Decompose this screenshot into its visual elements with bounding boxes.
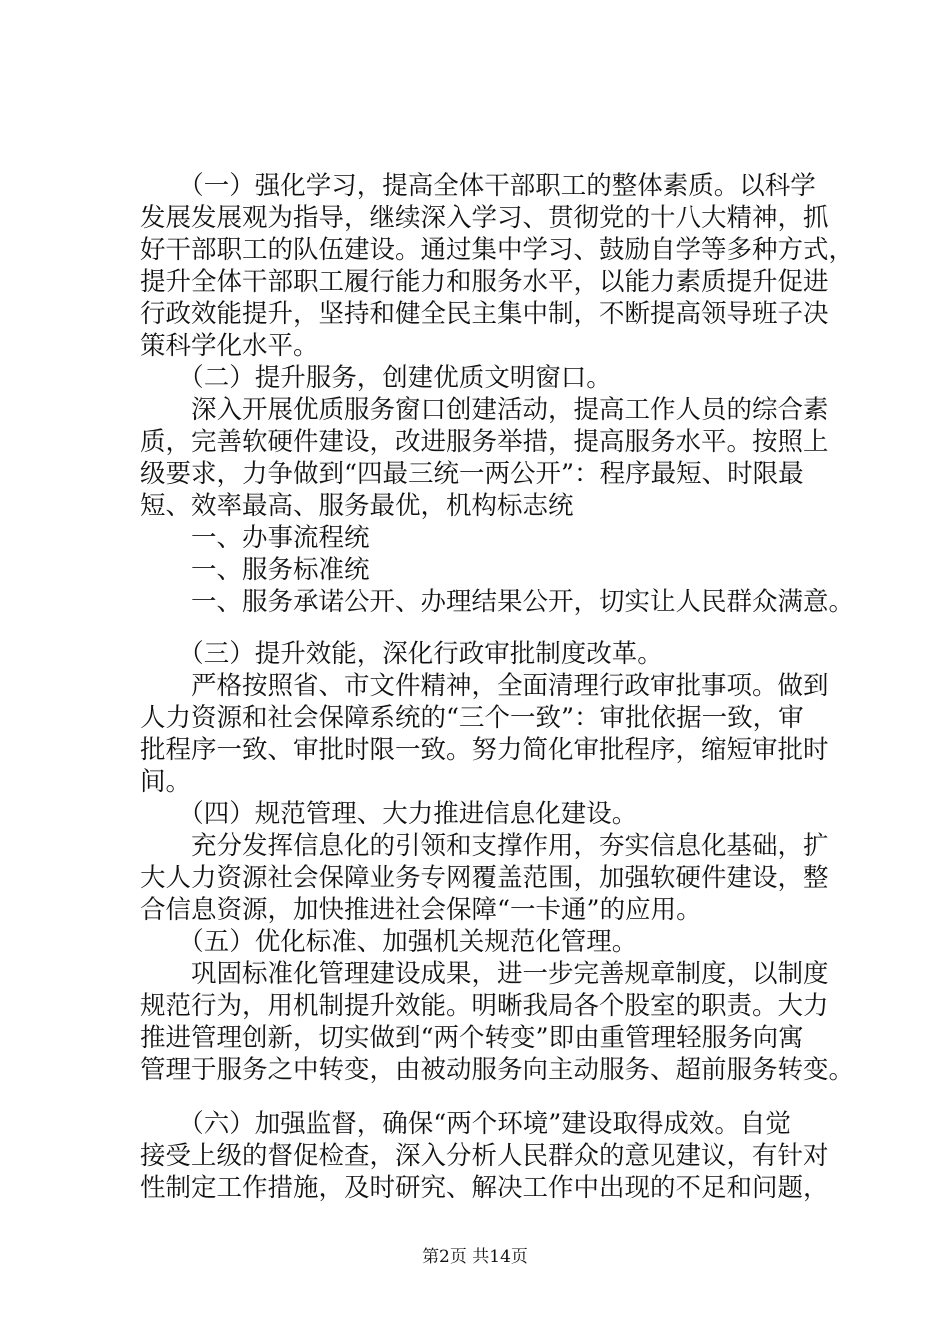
text-line: 批程序一致、审批时限一致。努力简化审批程序，缩短审批时 xyxy=(140,735,829,765)
text-line: （一）强化学习，提高全体干部职工的整体素质。以科学 xyxy=(140,171,816,201)
section-heading: （三）提升效能，深化行政审批制度改革。 xyxy=(140,639,663,669)
text-line: 规范行为，用机制提升效能。明晰我局各个股室的职责。大力 xyxy=(140,991,829,1021)
list-item: 一、服务标准统 xyxy=(140,555,370,585)
text-line: 巩固标准化管理建设成果，进一步完善规章制度，以制度 xyxy=(140,959,829,989)
section-heading: （二）提升服务，创建优质文明窗口。 xyxy=(140,363,612,393)
text-line: 级要求，力争做到“四最三统一两公开”：程序最短、时限最 xyxy=(140,459,804,489)
page-number-footer: 第2页 共14页 xyxy=(422,1247,528,1267)
list-item: 一、办事流程统 xyxy=(140,523,370,553)
text-line: 严格按照省、市文件精神，全面清理行政审批事项。做到 xyxy=(140,671,829,701)
text-line: 深入开展优质服务窗口创建活动，提高工作人员的综合素 xyxy=(140,395,829,425)
text-line: 充分发挥信息化的引领和支撑作用，夯实信息化基础，扩 xyxy=(140,831,829,861)
text-line: 质，完善软硬件建设，改进服务举措，提高服务水平。按照上 xyxy=(140,427,829,457)
text-line: 推进管理创新，切实做到“两个转变”即由重管理轻服务向寓 xyxy=(140,1023,804,1053)
text-line: 策科学化水平。 xyxy=(140,331,319,361)
text-line: 提升全体干部职工履行能力和服务水平，以能力素质提升促进 xyxy=(140,267,829,297)
text-line: 性制定工作措施，及时研究、解决工作中出现的不足和问题， xyxy=(140,1173,829,1203)
text-line: 接受上级的督促检查，深入分析人民群众的意见建议，有针对 xyxy=(140,1141,829,1171)
text-line: 短、效率最高、服务最优，机构标志统 xyxy=(140,491,574,521)
text-line: 间。 xyxy=(140,767,192,797)
section-heading: （五）优化标准、加强机关规范化管理。 xyxy=(140,927,638,957)
section-heading: （四）规范管理、大力推进信息化建设。 xyxy=(140,799,638,829)
text-line: 人力资源和社会保障系统的“三个一致”：审批依据一致，审 xyxy=(140,703,804,733)
section-heading: （六）加强监督，确保“两个环境”建设取得成效。自觉 xyxy=(140,1109,791,1139)
text-line: 管理于服务之中转变，由被动服务向主动服务、超前服务转变。 xyxy=(140,1055,855,1085)
text-line: 好干部职工的队伍建设。通过集中学习、鼓励自学等多种方式， xyxy=(140,235,855,265)
text-line: 行政效能提升，坚持和健全民主集中制，不断提高领导班子决 xyxy=(140,299,829,329)
text-line: 发展发展观为指导，继续深入学习、贯彻党的十八大精神，抓 xyxy=(140,203,829,233)
text-line: 大人力资源社会保障业务专网覆盖范围，加强软硬件建设，整 xyxy=(140,863,829,893)
list-item: 一、服务承诺公开、办理结果公开，切实让人民群众满意。 xyxy=(140,587,855,617)
text-line: 合信息资源，加快推进社会保障“一卡通”的应用。 xyxy=(140,895,702,925)
